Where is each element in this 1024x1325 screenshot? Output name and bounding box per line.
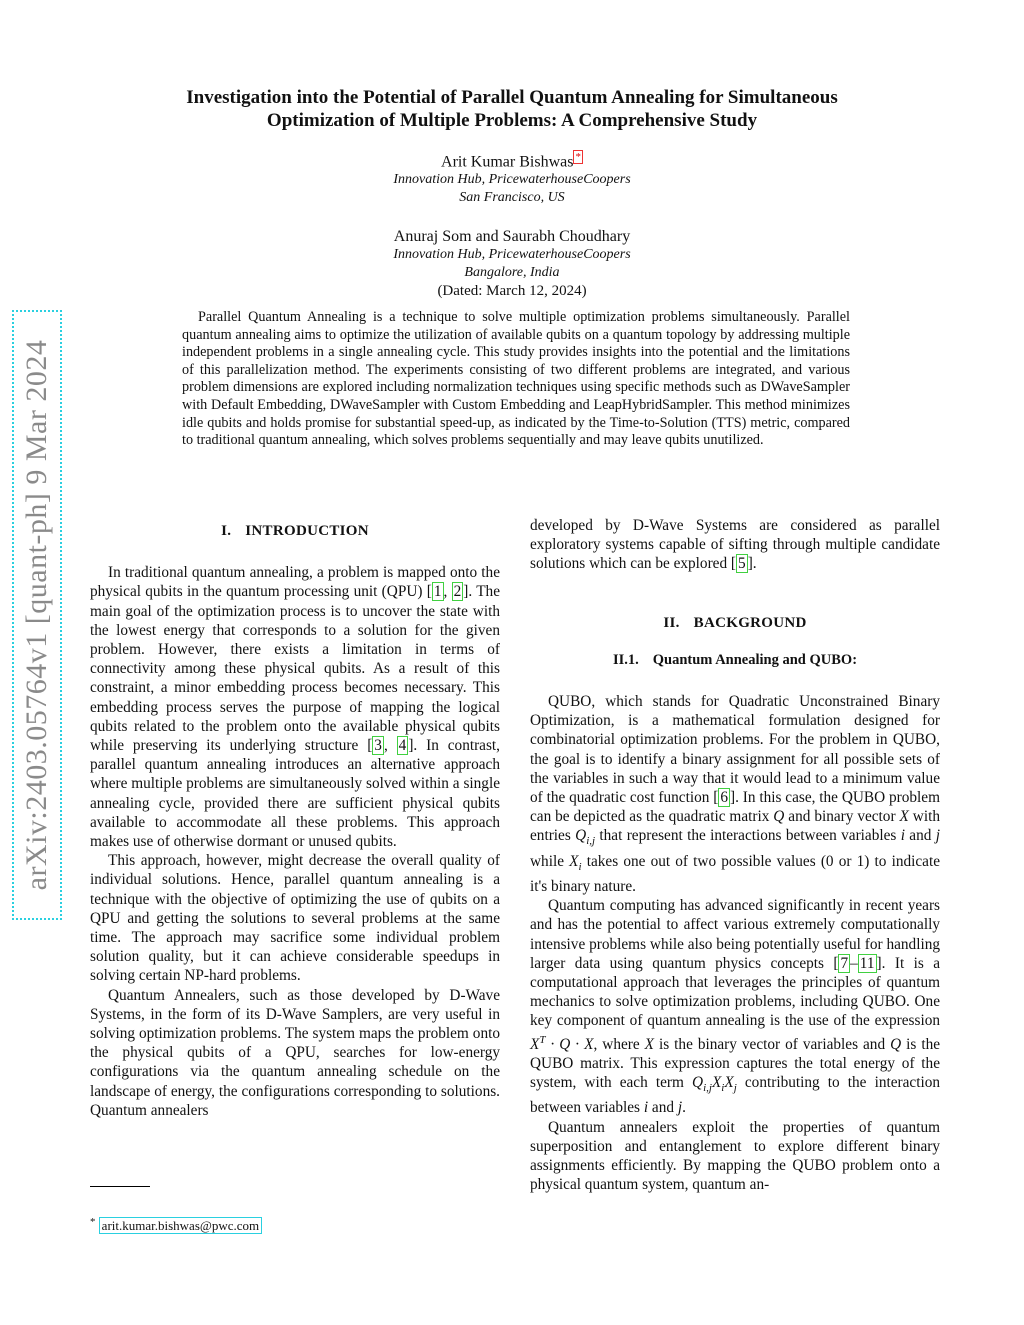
footnote-marker: * [90, 1216, 96, 1228]
intro-paragraph-2: This approach, however, might decrease the overall quality of individual solutions. Hence, parallel quantum annealing is a technique with the objective of optimizing the use of qubits on a QPU and getting the solutions to several problems at the same time. The approach may sacrifice some individual problem solution quality, but it can achieve considerable speedups in solving certain NP-hard problems. [90, 852, 500, 985]
qubo-paragraph-1: QUBO, which stands for Quadratic Unconstrained Binary Optimization, is a mathematical formulation designed for combinatorial optimization problems. For the problem in QUBO, the goal is to identify a binary assignment for all possible sets of the variables in such a way that it would lead to a minimum value of the quadratic cost function [ 6 ]. In this case, the QUBO problem can be depicted as the quadratic matrix Q and binary vector X with entries $Q_{i,j}$ that represent the interactions between variables i and j while $X_i$ takes one out of two possible values (0 or 1) to indicate it's binary nature. [530, 693, 941, 895]
author-block-2 [300, 228, 724, 300]
arxiv-identifier-stamp[interactable] [12, 310, 62, 920]
title-line-2: Optimization of Multiple Problems: A Comprehensive Study [266, 110, 758, 131]
footnote [90, 1216, 262, 1234]
qubo-paragraph-3: Quantum annealers exploit the properties of quantum superposition and entanglement to explore different binary assignments efficiently. By mapping the QUBO problem onto a physical quantum system, quantum an- [530, 1118, 940, 1194]
citation-link[interactable]: 6 [720, 789, 728, 807]
paper-title [100, 86, 924, 132]
arxiv-identifier[interactable]: arXiv:2403.05764v1 [quant-ph] 9 Mar 2024 [20, 339, 53, 891]
left-column [90, 516, 500, 1120]
footnote-link[interactable]: * [575, 151, 581, 163]
footnote-divider [90, 1186, 150, 1187]
author-affiliation-1: Innovation Hub, PricewaterhouseCoopers [393, 172, 631, 188]
citation-link[interactable]: 4 [398, 737, 407, 755]
author-affiliation-2: Innovation Hub, PricewaterhouseCoopers [393, 247, 631, 262]
citation-link[interactable]: 7 [840, 954, 849, 972]
abstract [182, 309, 850, 450]
continued-paragraph: developed by D-Wave Systems are considered as parallel exploratory systems capable of sifting through multiple candidate solutions which can be explored [ 5 ]. [530, 517, 940, 573]
section-heading-background: II. BACKGROUND [663, 614, 807, 631]
citation-link[interactable]: 3 [374, 737, 382, 755]
author-name-2: Anuraj Som and Saurabh Choudhary [393, 228, 631, 245]
author-name-1: Arit Kumar Bishwas * [441, 151, 581, 171]
title-line-1: Investigation into the Potential of Parallel Quantum Annealing for Simultaneous [186, 87, 838, 108]
right-column [530, 516, 940, 1194]
citation-link[interactable]: 11 [859, 954, 875, 972]
abstract-text: Parallel Quantum Annealing is a technique to solve multiple optimization problems simultaneously. Parallel quantum annealing aims to optimize the utilization of available qubits on a quantum topology by addressing multiple independent problems in a single annealing cycle. This study provides insights into the potential and the limitations of this parallelization method. The experiments consisting of two different problems are integrated, and various problem dimensions are explored including normalization techniques using specific methods such as DWaveSampler with Default Embedding, DWaveSampler with Custom Embedding and LeapHybridSampler. This method minimizes idle qubits and holds promise for substantial speed-up, as indicated by the Time-to-Solution (TTS) metric, compared to traditional quantum annealing, which solves problems sequentially and may leave qubits unutilized. [182, 309, 850, 449]
author-block-1 [300, 152, 724, 207]
subsection-heading-qubo: II.1. Quantum Annealing and QUBO: [612, 651, 858, 668]
author-location-2: Bangalore, India [464, 265, 560, 280]
qubo-paragraph-2: Quantum computing has advanced significantly in recent years and has the potential to affect various extremely computationally intensive problems while also being potentially useful for handling larger data using quantum physics concepts [ 7 – 11 ]. It is a computational approach that leverages the principles of quantum mechanics to solve optimization problems, including QUBO. One key component of quantum annealing is the use of the expression $X^T \cdot Q \cdot X$, where X is the binary vector of variables and Q is the QUBO matrix. This expression captures the total energy of the system, with each term $Q_{i,j}X_iX_j$ contributing to the interaction between variables i and j. [530, 897, 941, 1117]
author-email-link[interactable]: arit.kumar.bishwas@pwc.com [99, 1217, 262, 1234]
intro-paragraph-1: In traditional quantum annealing, a problem is mapped onto the physical qubits in the quantum processing unit (QPU) [ 1 , 2 ]. The main goal of the optimization process is to uncover the state with the lowest energy that corresponds to a solution for the given problem. However, there exists a limitation in terms of connectivity among these physical qubits. As a result of this constraint, a minor embedding process becomes necessary. This embedding process serves the purpose of mapping the logical qubits related to the problem onto the available physical qubits while preserving its underlying structure [ 3 , 4 ]. In contrast, parallel quantum annealing introduces an alternative approach where multiple problems are simultaneously solved within a single annealing cycle, provided there are sufficient physical qubits available to accommodate all these problems. This approach makes use of otherwise dormant or unused qubits. [90, 564, 500, 851]
dated-line: (Dated: March 12, 2024) [437, 283, 587, 299]
citation-link[interactable]: 2 [453, 583, 462, 601]
intro-paragraph-3: Quantum Annealers, such as those developed by D-Wave Systems, in the form of its D-Wave Samplers, are very useful in solving optimization problems. The system maps the problem onto the physical qubits of a QPU, searches for low-energy configurations via the quantum annealing schedule on the landscape of energy, the configurations corresponding to solutions. Quantum annealers [90, 986, 500, 1119]
author-location-1: San Francisco, US [459, 190, 565, 206]
section-heading-introduction: I. INTRODUCTION [221, 523, 369, 539]
citation-link[interactable]: 1 [433, 583, 442, 601]
citation-link[interactable]: 5 [738, 555, 746, 573]
